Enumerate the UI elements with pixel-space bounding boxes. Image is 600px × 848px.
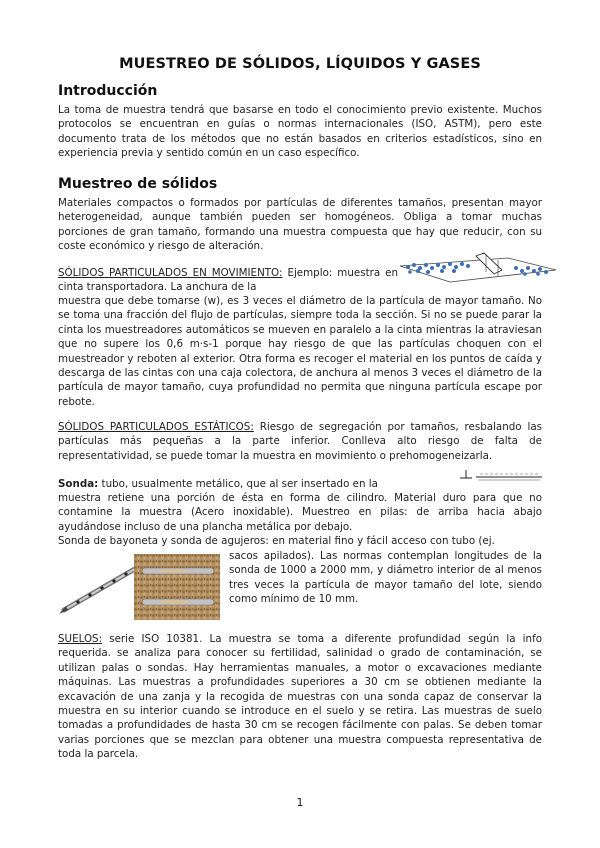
static-paragraph (58, 420, 542, 463)
probe-diagram (458, 466, 544, 482)
static-label: SÓLIDOS PARTICULADOS ESTÁTICOS: (58, 421, 254, 433)
bayoneta-paragraph-body: sacos apilados). Las normas contemplan longitudes de la sonda de 1000 a 2000 mm, y diámetro interior de al menos tres veces la partícula de mayor tamaño del lote, siendo como mínimo de 10 mm. (229, 550, 542, 606)
page-title: MUESTREO DE SÓLIDOS, LÍQUIDOS Y GASES (119, 56, 481, 72)
bayoneta-paragraph-head: Sonda de bayoneta y sonda de agujeros: en material fino y fácil acceso con tubo (ej. (58, 535, 495, 547)
soils-paragraph (58, 632, 542, 762)
sonda-paragraph-body: muestra retiene una porción de ésta en forma de cilindro. Material duro para que no contamine la muestra (Acero inoxidable). Muestreo en pilas: de arriba hacia abajo ayudándose incluso de una plancha metálica por debajo. (58, 492, 542, 533)
grain-sample-photo (134, 554, 220, 620)
sonda-paragraph-head (58, 477, 450, 491)
soils-label: SUELOS: (58, 633, 103, 645)
moving-paragraph-body: muestra que debe tomarse (w), es 3 veces el diámetro de la partícula de mayor tamaño. No se toma una fracción del flujo de partículas, siempre toda la sección. Si no se puede parar la cinta los muestreadores automáticos se mueven en paralelo a la cinta mientras la atraviesan que no supere los 0,6 m·s-1 porque hay riesgo de que las partículas choquen con el muestreador y reboten al exterior. Otra forma es recoger el material en los puntos de caída y descarga de las cintas con una caja colectora, de anchura al menos 3 veces el diámetro de la partícula de mayor tamaño, cuya profundidad no permita que ninguna partícula escape por rebote. (58, 295, 542, 408)
sonda-text-a: tubo, usualmente metálico, que al ser insertado en la (101, 478, 378, 490)
intro-paragraph: La toma de muestra tendrá que basarse en todo el conocimiento previo existente. Muchos protocolos se encuentran en guías o normas internacionales (ISO, ASTM), pero este documento trata de los métodos que no están basados en criterios estadísticos, sino en experiencia previa y sentido común en un caso específico. (58, 104, 542, 160)
static-text: Riesgo de segregación por tamaños, resbalando las partículas más pequeñas a la parte inferior. Conlleva alto riesgo de falta de representatividad, se puede tomar la muestra en movimiento o prehomogeneizarla. (58, 421, 542, 462)
conveyor-belt-illustration (398, 252, 558, 290)
solids-paragraph: Materiales compactos o formados por partículas de diferentes tamaños, presentan mayor heterogeneidad, aunque también pueden ser homogéneos. Obliga a tomar muchas porciones de gran tamaño, formando una muestra compuesta que hay que reducir, con su coste económico y riesgo de alteración. (58, 197, 542, 253)
solids-heading: Muestreo de sólidos (58, 176, 218, 192)
sonda-label: Sonda: (58, 478, 99, 490)
soils-text: serie ISO 10381. La muestra se toma a diferente profundidad según la info requerida. se analiza para conocer su fertilidad, salinidad o grado de contaminación, se utilizan palas o sondas. Hay herramientas manuales, a motor o excavaciones mediante máquinas. Las muestras a profundidades superiores a 30 cm se obtienen mediante la excavación de una zanja y la recogida de muestras con una sonda capaz de conservar la muestra en su interior cuando se introduce en el suelo y se retira. Las muestras de suelo tomadas a profundidades de hasta 30 cm se recogen fácilmente con palas. Se deben tomar varias porciones que se mezclan para obtener una muestra compuesta representativa de toda la parcela. (58, 633, 542, 761)
intro-heading: Introducción (58, 83, 158, 99)
moving-paragraph-head (58, 266, 398, 295)
moving-text-a: Ejemplo: muestra en cinta transportadora. La anchura de la (58, 267, 398, 294)
moving-label: SÓLIDOS PARTICULADOS EN MOVIMIENTO: (58, 267, 283, 279)
page-number: 1 (296, 796, 304, 809)
